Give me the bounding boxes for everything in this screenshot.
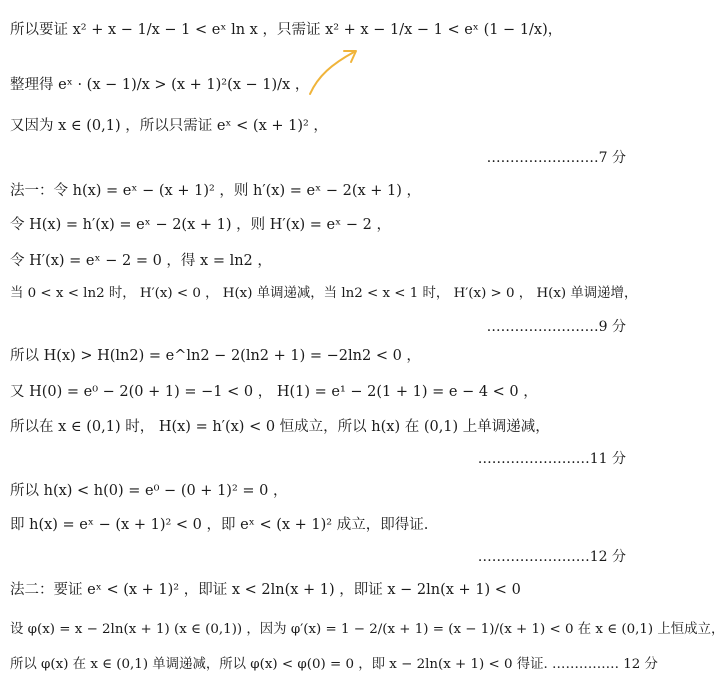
annotation-arrow-icon xyxy=(304,42,364,98)
line-12: 即 h(x) = eˣ − (x + 1)² < 0 ，即 eˣ < (x + 1)² 成立，即得证. xyxy=(10,517,429,533)
line-2: 整理得 eˣ · (x − 1)/x > (x + 1)²(x − 1)/x ， xyxy=(10,77,310,93)
score-1: ……………………7 分 xyxy=(486,150,626,166)
line-15: 所以 φ(x) 在 x ∈ (0,1) 单调递减，所以 φ(x) < φ(0) = 0 ，即 x − 2ln(x + 1) < 0 得证. …………… 12 分 xyxy=(10,657,658,672)
line-5: 令 H(x) = h′(x) = eˣ − 2(x + 1) ，则 H′(x) = eˣ − 2 ， xyxy=(10,217,391,233)
line-1: 所以要证 x² + x − 1/x − 1 < eˣ ln x ，只需证 x² + x − 1/x − 1 < eˣ (1 − 1/x)， xyxy=(10,22,563,38)
line-8: 所以 H(x) > H(ln2) = e^ln2 − 2(ln2 + 1) = −2ln2 < 0 ， xyxy=(10,348,421,364)
line-11: 所以 h(x) < h(0) = e⁰ − (0 + 1)² = 0 ， xyxy=(10,483,288,499)
line-10: 所以在 x ∈ (0,1) 时， H(x) = h′(x) < 0 恒成立，所以 h(x) 在 (0,1) 上单调递减， xyxy=(10,419,550,435)
line-13: 法二：要证 eˣ < (x + 1)² ，即证 x < 2ln(x + 1) ，即证 x − 2ln(x + 1) < 0 xyxy=(10,582,521,598)
line-7: 当 0 < x < ln2 时， H′(x) < 0 ， H(x) 单调递减，当 ln2 < x < 1 时， H′(x) > 0 ， H(x) 单调递增， xyxy=(10,286,638,301)
line-6: 令 H′(x) = eˣ − 2 = 0 ，得 x = ln2 ， xyxy=(10,253,272,269)
score-3: ……………………11 分 xyxy=(477,451,626,467)
line-9: 又 H(0) = e⁰ − 2(0 + 1) = −1 < 0 ， H(1) = e¹ − 2(1 + 1) = e − 4 < 0 ， xyxy=(10,384,538,400)
line-3: 又因为 x ∈ (0,1) ，所以只需证 eˣ < (x + 1)² ， xyxy=(10,118,328,134)
line-4: 法一：令 h(x) = eˣ − (x + 1)² ，则 h′(x) = eˣ − 2(x + 1) ， xyxy=(10,183,422,199)
score-2: ……………………9 分 xyxy=(486,319,626,335)
score-4: ……………………12 分 xyxy=(477,549,626,565)
line-14: 设 φ(x) = x − 2ln(x + 1) (x ∈ (0,1)) ，因为 φ′(x) = 1 − 2/(x + 1) = (x − 1)/(x + 1) < 0 在 x ∈ (0,1) 上恒成立， xyxy=(10,622,724,637)
